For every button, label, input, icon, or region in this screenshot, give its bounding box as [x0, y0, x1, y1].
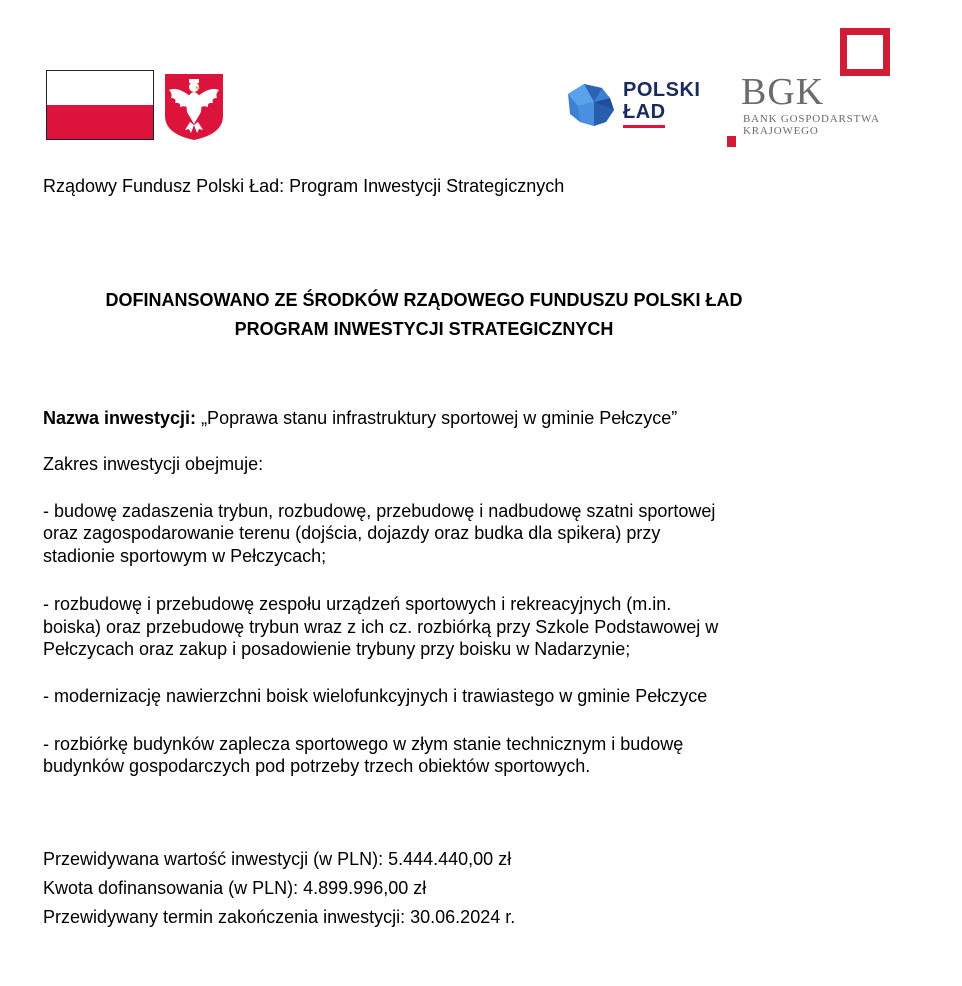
funding-amount: Kwota dofinansowania (w PLN): 4.899.996,00 zł — [43, 878, 427, 898]
scope-label: Zakres inwestycji obejmuje: — [43, 454, 264, 474]
bgk-logo-square — [840, 28, 890, 76]
scope-item-4-line2: budynków gospodarczych pod potrzeby trzech obiektów sportowych. — [43, 756, 591, 776]
flag-red-stripe — [47, 105, 153, 139]
scope-item-1-line1: - budowę zadaszenia trybun, rozbudowę, przebudowę i nadbudowę szatni sportowej — [43, 501, 716, 521]
completion-date: Przewidywany termin zakończenia inwestycji: 30.06.2024 r. — [43, 907, 516, 927]
polski-lad-underline — [623, 125, 665, 128]
flag-white-stripe — [47, 71, 153, 105]
polski-lad-text-line2: ŁAD — [623, 101, 666, 123]
heading-line2: PROGRAM INWESTYCJI STRATEGICZNYCH — [234, 319, 614, 339]
polish-flag — [46, 70, 154, 140]
bgk-logo-subtitle-line2: KRAJOWEGO — [743, 125, 819, 137]
polski-lad-map-icon — [566, 80, 618, 128]
investment-name-label: Nazwa inwestycji: — [43, 408, 197, 428]
scope-item-1-line3: stadionie sportowym w Pełczycach; — [43, 546, 327, 566]
investment-value: Przewidywana wartość inwestycji (w PLN): 5.444.440,00 zł — [43, 849, 512, 869]
bgk-logo-accent — [727, 136, 736, 147]
scope-item-4-line1: - rozbiórkę budynków zaplecza sportowego w złym stanie technicznym i budowę — [43, 734, 684, 754]
investment-name — [43, 407, 677, 429]
scope-item-2-line1: - rozbudowę i przebudowę zespołu urządzeń sportowych i rekreacyjnych (m.in. — [43, 594, 672, 614]
program-line: Rządowy Fundusz Polski Ład: Program Inwestycji Strategicznych — [43, 176, 565, 196]
scope-item-3-line1: - modernizację nawierzchni boisk wielofunkcyjnych i trawiastego w gminie Pełczyce — [43, 686, 708, 706]
bgk-logo-subtitle-line1: BANK GOSPODARSTWA — [743, 113, 880, 125]
polish-eagle-emblem — [163, 72, 225, 142]
heading-line1: DOFINANSOWANO ZE ŚRODKÓW RZĄDOWEGO FUNDUSZU POLSKI ŁAD — [105, 290, 743, 310]
investment-name-value: „Poprawa stanu infrastruktury sportowej w gminie Pełczyce” — [196, 408, 678, 428]
scope-item-1-line2: oraz zagospodarowanie terenu (dojścia, dojazdy oraz budka dla spikera) przy — [43, 523, 661, 543]
polski-lad-text-line1: POLSKI — [623, 79, 701, 101]
scope-item-2-line2: boiska) oraz przebudowę trybun wraz z ich cz. rozbiórką przy Szkole Podstawowej w — [43, 617, 719, 637]
scope-item-2-line3: Pełczycach oraz zakup i posadowienie trybuny przy boisku w Nadarzynie; — [43, 639, 631, 659]
bgk-logo-name: BGK — [741, 71, 825, 113]
